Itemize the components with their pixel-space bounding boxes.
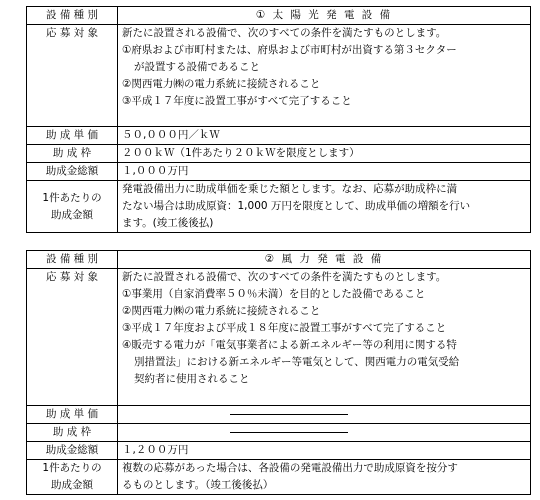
unit-price-row: [27, 127, 531, 145]
eligibility-line: 別措置法」における新エネルギー等電気として、関西電力の電気受給: [134, 356, 460, 368]
eligibility-text: [118, 269, 531, 406]
eligibility-label: 応 募 対 象: [27, 25, 118, 127]
per-case-row: [27, 181, 531, 233]
eligibility-line: 新たに設置される設備で、次のすべての条件を満たすものとします。: [122, 271, 447, 283]
category-label: 設 備 種 別: [27, 7, 118, 25]
eligibility-line: ②関西電力㈱の電力系統に接続されること: [122, 78, 321, 90]
category-label: 設 備 種 別: [27, 251, 118, 269]
frame-row: [27, 424, 531, 442]
frame-value: ２００ｋＷ（1件あたり２０ｋＷを限度とします）: [118, 145, 531, 163]
not-applicable-line: [230, 432, 348, 433]
per-case-line: るものとします。（竣工後後払）: [122, 479, 274, 491]
eligibility-line: ②関西電力㈱の電力系統に接続されること: [122, 305, 321, 317]
frame-label: 助 成 枠: [27, 145, 118, 163]
per-case-text: [118, 181, 531, 233]
per-case-row: [27, 460, 531, 495]
per-case-label-line: 助成金額: [51, 208, 93, 221]
wind-subsidy-table: [26, 250, 531, 495]
per-case-line: 複数の応募があった場合は、各設備の発電設備出力で助成原資を按分す: [122, 462, 458, 474]
per-case-label-line: 助成金額: [51, 479, 93, 491]
eligibility-line: ③平成１７年度および平成１８年度に設置工事がすべて完了すること: [122, 322, 447, 334]
unit-price-value: ５０,０００円／ｋＷ: [118, 127, 531, 145]
total-value: １,２００万円: [118, 442, 531, 460]
total-label: 助成金総額: [27, 442, 118, 460]
per-case-text: [118, 460, 531, 495]
eligibility-row: [27, 269, 531, 406]
unit-price-value: [118, 406, 531, 424]
eligibility-line: ①府県および市町村または、府県および市町村が出資する第３セクター: [122, 44, 457, 56]
total-label: 助成金総額: [27, 163, 118, 181]
per-case-label-line: 1件あたりの: [42, 462, 102, 474]
per-case-label: [27, 181, 118, 233]
category-title: ① 太 陽 光 発 電 設 備: [118, 7, 531, 25]
per-case-label: [27, 460, 118, 495]
not-applicable-line: [230, 414, 348, 415]
eligibility-line: が設置する設備であること: [134, 61, 260, 73]
category-title: ② 風 力 発 電 設 備: [118, 251, 531, 269]
unit-price-label: 助 成 単 価: [27, 406, 118, 424]
total-row: [27, 163, 531, 181]
eligibility-line: 新たに設置される設備で、次のすべての条件を満たすものとします。: [122, 27, 447, 39]
unit-price-row: [27, 406, 531, 424]
eligibility-label: 応 募 対 象: [27, 269, 118, 406]
eligibility-line: ①事業用（自家消費率５０％未満）を目的とした設備であること: [122, 288, 426, 300]
total-value: １,０００万円: [118, 163, 531, 181]
header-row: [27, 7, 531, 25]
header-row: [27, 251, 531, 269]
unit-price-label: 助 成 単 価: [27, 127, 118, 145]
eligibility-line: 契約者に使用されること: [134, 373, 250, 385]
eligibility-line: ③平成１７年度に設置工事がすべて完了すること: [122, 95, 352, 107]
eligibility-text: [118, 25, 531, 127]
per-case-line: ます。(竣工後後払): [122, 217, 214, 229]
eligibility-line: ④販売する電力が「電気事業者による新エネルギー等の利用に関する特: [122, 339, 457, 351]
per-case-line: 発電設備出力に助成単価を乗じた額とします。なお、応募が助成枠に満: [122, 183, 458, 195]
per-case-line: たない場合は助成原資：1,000 万円を限度として、助成単価の増額を行い: [122, 200, 471, 212]
solar-subsidy-table: [26, 6, 531, 233]
total-row: [27, 442, 531, 460]
frame-value: [118, 424, 531, 442]
frame-label: 助 成 枠: [27, 424, 118, 442]
frame-row: [27, 145, 531, 163]
per-case-label-line: 1件あたりの: [42, 191, 102, 204]
eligibility-row: [27, 25, 531, 127]
